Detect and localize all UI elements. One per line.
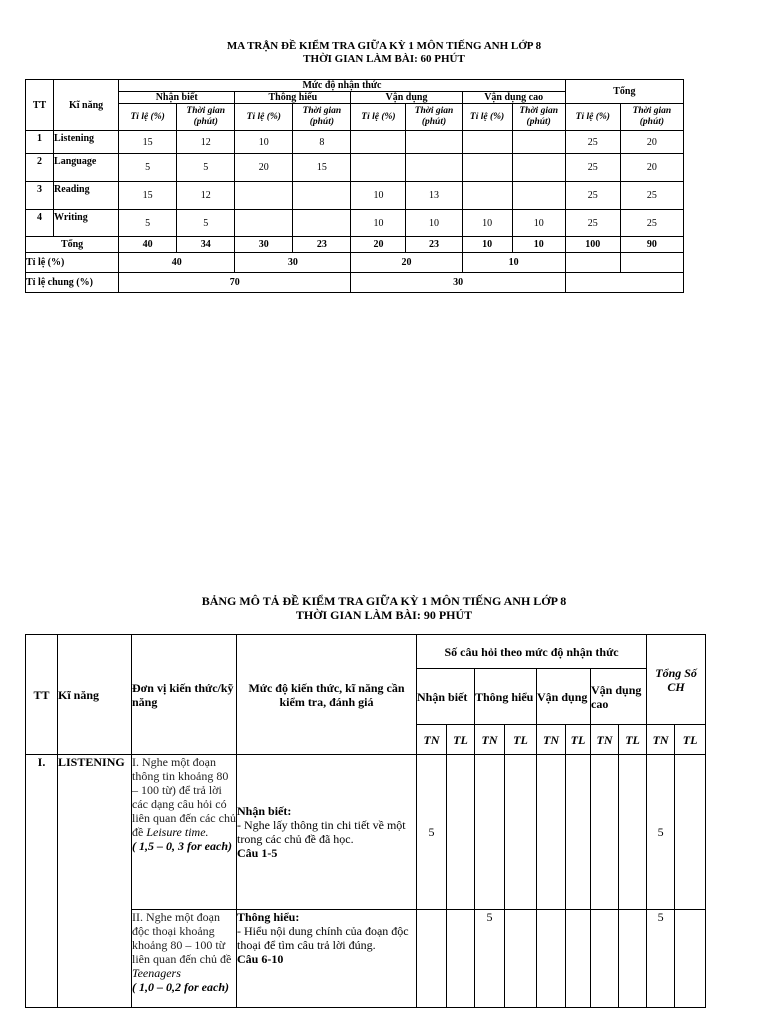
count-cell (566, 755, 591, 910)
cell (351, 131, 406, 154)
rate-cell: 40 (119, 253, 235, 273)
row-tt: 4 (26, 210, 54, 237)
cell: 12 (177, 182, 235, 210)
cell: 25 (620, 210, 683, 237)
header-tl: TL (675, 725, 706, 755)
row-skill: Writing (54, 210, 119, 237)
count-cell (447, 910, 475, 1008)
count-cell (537, 755, 566, 910)
header-rate: Tỉ lệ (%) (235, 104, 293, 131)
header-skill: Kĩ năng (54, 80, 119, 131)
header-total-questions: Tổng Số CH (647, 635, 706, 725)
unit-text: II. Nghe một đoạn độc thoại khoảng khoảng 80 – 100 từ liên quan đến chủ đề (132, 910, 232, 966)
count-cell (505, 910, 537, 1008)
header-tn: TN (537, 725, 566, 755)
cell: 20 (235, 154, 293, 182)
total-cell: 23 (406, 237, 462, 253)
count-cell (537, 910, 566, 1008)
cell (512, 154, 565, 182)
count-cell (591, 910, 619, 1008)
level-title: Thông hiểu: (237, 910, 300, 924)
cell: 10 (462, 210, 512, 237)
cell: 10 (351, 210, 406, 237)
header-tn: TN (475, 725, 505, 755)
row-tt: 2 (26, 154, 54, 182)
unit-description (132, 910, 237, 1008)
total-cell: 20 (351, 237, 406, 253)
header-time: Thời gian (phút) (512, 104, 565, 131)
header-level-understand: Thông hiểu (235, 92, 351, 104)
count-cell (417, 910, 447, 1008)
cell (512, 131, 565, 154)
matrix-title: MA TRẬN ĐỀ KIỂM TRA GIỮA KỲ 1 MÔN TIẾNG ANH LỚP 8 (226, 40, 542, 52)
cell: 25 (565, 182, 620, 210)
cell (293, 182, 351, 210)
count-cell (566, 910, 591, 1008)
cell: 10 (235, 131, 293, 154)
header-level-recognize: Nhận biết (417, 669, 475, 725)
total-row (26, 237, 684, 253)
cell: 15 (119, 131, 177, 154)
general-rate-label: Tỉ lệ chung (%) (26, 273, 119, 293)
cell: 5 (177, 154, 235, 182)
cell: 8 (293, 131, 351, 154)
cell: 25 (565, 131, 620, 154)
row-tt: 1 (26, 131, 54, 154)
rate-label: Tỉ lệ (%) (26, 253, 119, 273)
cell: 10 (512, 210, 565, 237)
total-cell: 40 (119, 237, 177, 253)
count-cell (675, 910, 706, 1008)
count-cell (591, 755, 619, 910)
question-range: Câu 1-5 (237, 846, 278, 860)
cell (462, 154, 512, 182)
table-row (26, 182, 684, 210)
table-row (26, 210, 684, 237)
total-cell: 10 (512, 237, 565, 253)
header-tt: TT (26, 635, 58, 755)
cell (235, 210, 293, 237)
header-level-understand: Thông hiểu (475, 669, 537, 725)
level-text: - Hiểu nội dung chính của đoạn độc thoại để tìm câu trả lời đúng. (237, 924, 409, 952)
header-tt: TT (26, 80, 54, 131)
cell (512, 182, 565, 210)
level-title: Nhận biết: (237, 804, 292, 818)
row-skill: Language (54, 154, 119, 182)
count-cell (619, 910, 647, 1008)
total-cell: 10 (462, 237, 512, 253)
cell: 25 (620, 182, 683, 210)
header-rate: Tỉ lệ (%) (565, 104, 620, 131)
cell: 5 (119, 210, 177, 237)
header-time: Thời gian (phút) (293, 104, 351, 131)
header-level-apply-high: Vận dụng cao (462, 92, 565, 104)
cell: 15 (119, 182, 177, 210)
level-description (237, 910, 417, 1008)
header-total: Tổng (565, 80, 683, 104)
cell: 12 (177, 131, 235, 154)
header-tl: TL (505, 725, 537, 755)
count-cell: 5 (647, 755, 675, 910)
header-level-apply-high: Vận dụng cao (591, 669, 647, 725)
cell (235, 182, 293, 210)
cell: 5 (177, 210, 235, 237)
header-rate: Tỉ lệ (%) (119, 104, 177, 131)
header-time: Thời gian (phút) (177, 104, 235, 131)
count-cell (475, 755, 505, 910)
matrix-table (25, 79, 684, 293)
count-cell (447, 755, 475, 910)
cell: 20 (620, 131, 683, 154)
rate-cell-empty (620, 253, 683, 273)
rate-cell: 10 (462, 253, 565, 273)
rate-row (26, 253, 684, 273)
count-cell (675, 755, 706, 910)
matrix-header-row-1 (26, 80, 684, 92)
total-cell: 30 (235, 237, 293, 253)
row-skill: Listening (54, 131, 119, 154)
general-rate-cell: 30 (351, 273, 565, 293)
rate-cell: 30 (235, 253, 351, 273)
cell: 25 (565, 154, 620, 182)
count-cell: 5 (647, 910, 675, 1008)
header-unit: Đơn vị kiến thức/kỹ năng (132, 635, 237, 755)
question-range: Câu 6-10 (237, 952, 284, 966)
header-tn: TN (647, 725, 675, 755)
header-level-desc: Mức độ kiến thức, kĩ năng cần kiểm tra, đánh giá (237, 635, 417, 755)
cell (462, 131, 512, 154)
header-skill: Kĩ năng (58, 635, 132, 755)
level-text: - Nghe lấy thông tin chi tiết về một trong các chủ đề đã học. (237, 818, 406, 846)
header-question-group: Số câu hỏi theo mức độ nhận thức (417, 635, 647, 669)
rate-cell-empty (565, 253, 620, 273)
section-skill: LISTENING (58, 755, 132, 1008)
header-tn: TN (591, 725, 619, 755)
description-title: BẢNG MÔ TẢ ĐỀ KIỂM TRA GIỮA KỲ 1 MÔN TIẾNG ANH LỚP 8 (201, 594, 567, 608)
total-label: Tổng (26, 237, 119, 253)
rate-cell: 20 (351, 253, 462, 273)
header-rate: Tỉ lệ (%) (462, 104, 512, 131)
description-header-row-1 (26, 635, 706, 669)
header-level-recognize: Nhận biết (119, 92, 235, 104)
general-rate-cell: 70 (119, 273, 351, 293)
cell: 15 (293, 154, 351, 182)
table-row (26, 154, 684, 182)
header-rate: Tỉ lệ (%) (351, 104, 406, 131)
count-cell: 5 (417, 755, 447, 910)
count-cell (619, 755, 647, 910)
unit-score: ( 1,0 – 0,2 for each) (132, 980, 229, 994)
table-row (26, 755, 706, 910)
cell: 13 (406, 182, 462, 210)
matrix-subtitle: THỜI GIAN LÀM BÀI: 60 PHÚT (303, 53, 465, 65)
description-table (25, 634, 706, 1008)
unit-text: I. Nghe một đoạn thông tin khoảng 80 – 100 từ) để trả lời các dạng câu hỏi có liên quan đến các chủ đề (132, 755, 236, 839)
cell: 25 (565, 210, 620, 237)
header-level-apply: Vận dụng (537, 669, 591, 725)
unit-topic: Teenagers (132, 966, 181, 980)
header-level-apply: Vận dụng (351, 92, 462, 104)
general-rate-row (26, 273, 684, 293)
unit-topic: Leisure time. (146, 825, 209, 839)
cell: 10 (406, 210, 462, 237)
matrix-header-row-3 (26, 104, 684, 131)
row-tt: 3 (26, 182, 54, 210)
cell: 10 (351, 182, 406, 210)
cell (351, 154, 406, 182)
total-cell: 100 (565, 237, 620, 253)
count-cell: 5 (475, 910, 505, 1008)
count-cell (505, 755, 537, 910)
level-description (237, 755, 417, 910)
cell (406, 131, 462, 154)
total-cell: 34 (177, 237, 235, 253)
header-time: Thời gian (phút) (620, 104, 683, 131)
section-tt: I. (26, 755, 58, 1008)
cell (462, 182, 512, 210)
general-rate-cell-empty (565, 273, 683, 293)
header-time: Thời gian (phút) (406, 104, 462, 131)
total-cell: 23 (293, 237, 351, 253)
cell: 5 (119, 154, 177, 182)
header-tl: TL (447, 725, 475, 755)
header-level-group: Mức độ nhận thức (119, 80, 566, 92)
unit-score: ( 1,5 – 0, 3 for each) (132, 839, 232, 853)
row-skill: Reading (54, 182, 119, 210)
cell: 20 (620, 154, 683, 182)
header-tl: TL (566, 725, 591, 755)
table-row (26, 131, 684, 154)
total-cell: 90 (620, 237, 683, 253)
unit-description (132, 755, 237, 910)
header-tl: TL (619, 725, 647, 755)
cell (293, 210, 351, 237)
description-subtitle: THỜI GIAN LÀM BÀI: 90 PHÚT (295, 608, 473, 622)
header-tn: TN (417, 725, 447, 755)
cell (406, 154, 462, 182)
